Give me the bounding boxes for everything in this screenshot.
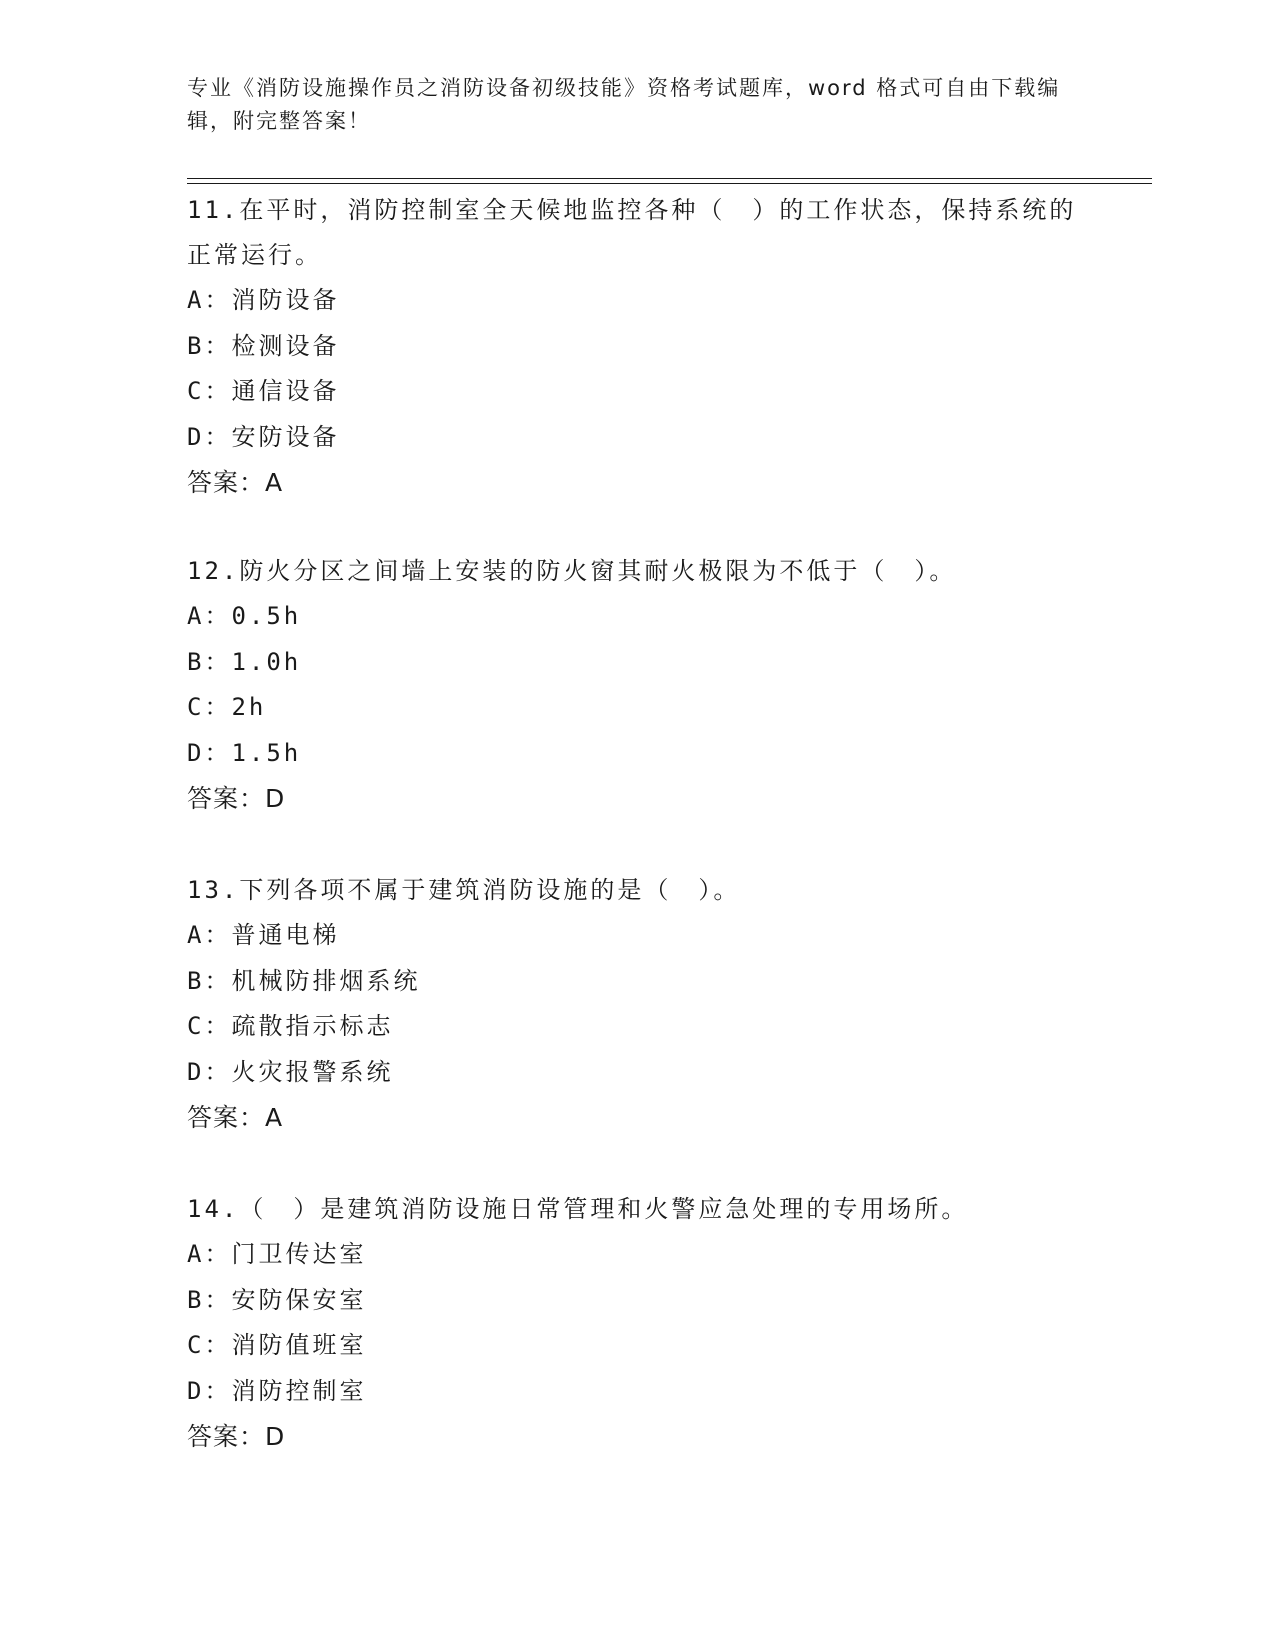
option-c	[187, 369, 1087, 415]
option-b	[187, 1278, 1087, 1324]
option-text: 通信设备	[231, 377, 340, 405]
answer: 答案：D	[187, 1422, 286, 1451]
option-key: C：	[187, 693, 232, 721]
option-text: 疏散指示标志	[231, 1012, 394, 1040]
option-b	[187, 640, 1087, 686]
option-key: C：	[187, 377, 232, 405]
option-text: 0.5h	[231, 602, 302, 630]
question-14	[187, 1187, 1087, 1460]
option-key: A：	[187, 1240, 232, 1268]
question-12	[187, 549, 1087, 822]
option-text: 机械防排烟系统	[231, 966, 421, 995]
option-c	[187, 685, 1087, 731]
option-key: A：	[187, 921, 232, 949]
option-d	[187, 1369, 1087, 1415]
question-stem: 14.（ ）是建筑消防设施日常管理和火警应急处理的专用场所。	[187, 1195, 969, 1223]
option-key: A：	[187, 286, 232, 314]
option-text: 2h	[231, 693, 267, 721]
option-text: 检测设备	[231, 331, 340, 360]
option-key: B：	[187, 331, 232, 360]
option-d	[187, 1050, 1087, 1096]
option-text: 门卫传达室	[231, 1240, 367, 1268]
option-a	[187, 594, 1087, 640]
option-b	[187, 959, 1087, 1005]
option-text: 消防值班室	[231, 1331, 367, 1359]
answer: 答案：D	[187, 784, 286, 813]
option-key: B：	[187, 966, 232, 995]
option-text: 1.0h	[231, 647, 302, 676]
option-key: B：	[187, 647, 232, 676]
option-text: 消防设备	[231, 286, 340, 314]
option-text: 1.5h	[231, 738, 302, 767]
option-text: 火灾报警系统	[231, 1057, 394, 1086]
option-d	[187, 415, 1087, 461]
answer: 答案：A	[187, 468, 284, 497]
option-text: 普通电梯	[231, 921, 340, 949]
option-key: D：	[187, 422, 232, 451]
option-d	[187, 731, 1087, 777]
answer: 答案：A	[187, 1103, 284, 1132]
option-c	[187, 1004, 1087, 1050]
question-stem: 13.下列各项不属于建筑消防设施的是（ ）。	[187, 876, 741, 904]
option-text: 安防设备	[231, 422, 340, 451]
option-key: C：	[187, 1012, 232, 1040]
option-key: B：	[187, 1285, 232, 1314]
header-divider-bottom	[187, 183, 1152, 184]
document-intro: 专业《消防设施操作员之消防设备初级技能》资格考试题库，word 格式可自由下载编辑，附完整答案！	[187, 76, 1061, 133]
option-b	[187, 324, 1087, 370]
option-text: 安防保安室	[231, 1285, 367, 1314]
option-key: C：	[187, 1331, 232, 1359]
option-a	[187, 278, 1087, 324]
option-a	[187, 913, 1087, 959]
option-key: D：	[187, 738, 232, 767]
header-divider-top	[187, 178, 1152, 179]
question-13	[187, 868, 1087, 1141]
option-text: 消防控制室	[231, 1376, 367, 1405]
option-key: A：	[187, 602, 232, 630]
option-key: D：	[187, 1376, 232, 1405]
question-11	[187, 188, 1087, 506]
option-key: D：	[187, 1057, 232, 1086]
question-stem: 12.防火分区之间墙上安装的防火窗其耐火极限为不低于（ ）。	[187, 557, 957, 585]
question-stem: 11.在平时，消防控制室全天候地监控各种（ ）的工作状态，保持系统的正常运行。	[187, 196, 1077, 269]
option-a	[187, 1232, 1087, 1278]
option-c	[187, 1323, 1087, 1369]
